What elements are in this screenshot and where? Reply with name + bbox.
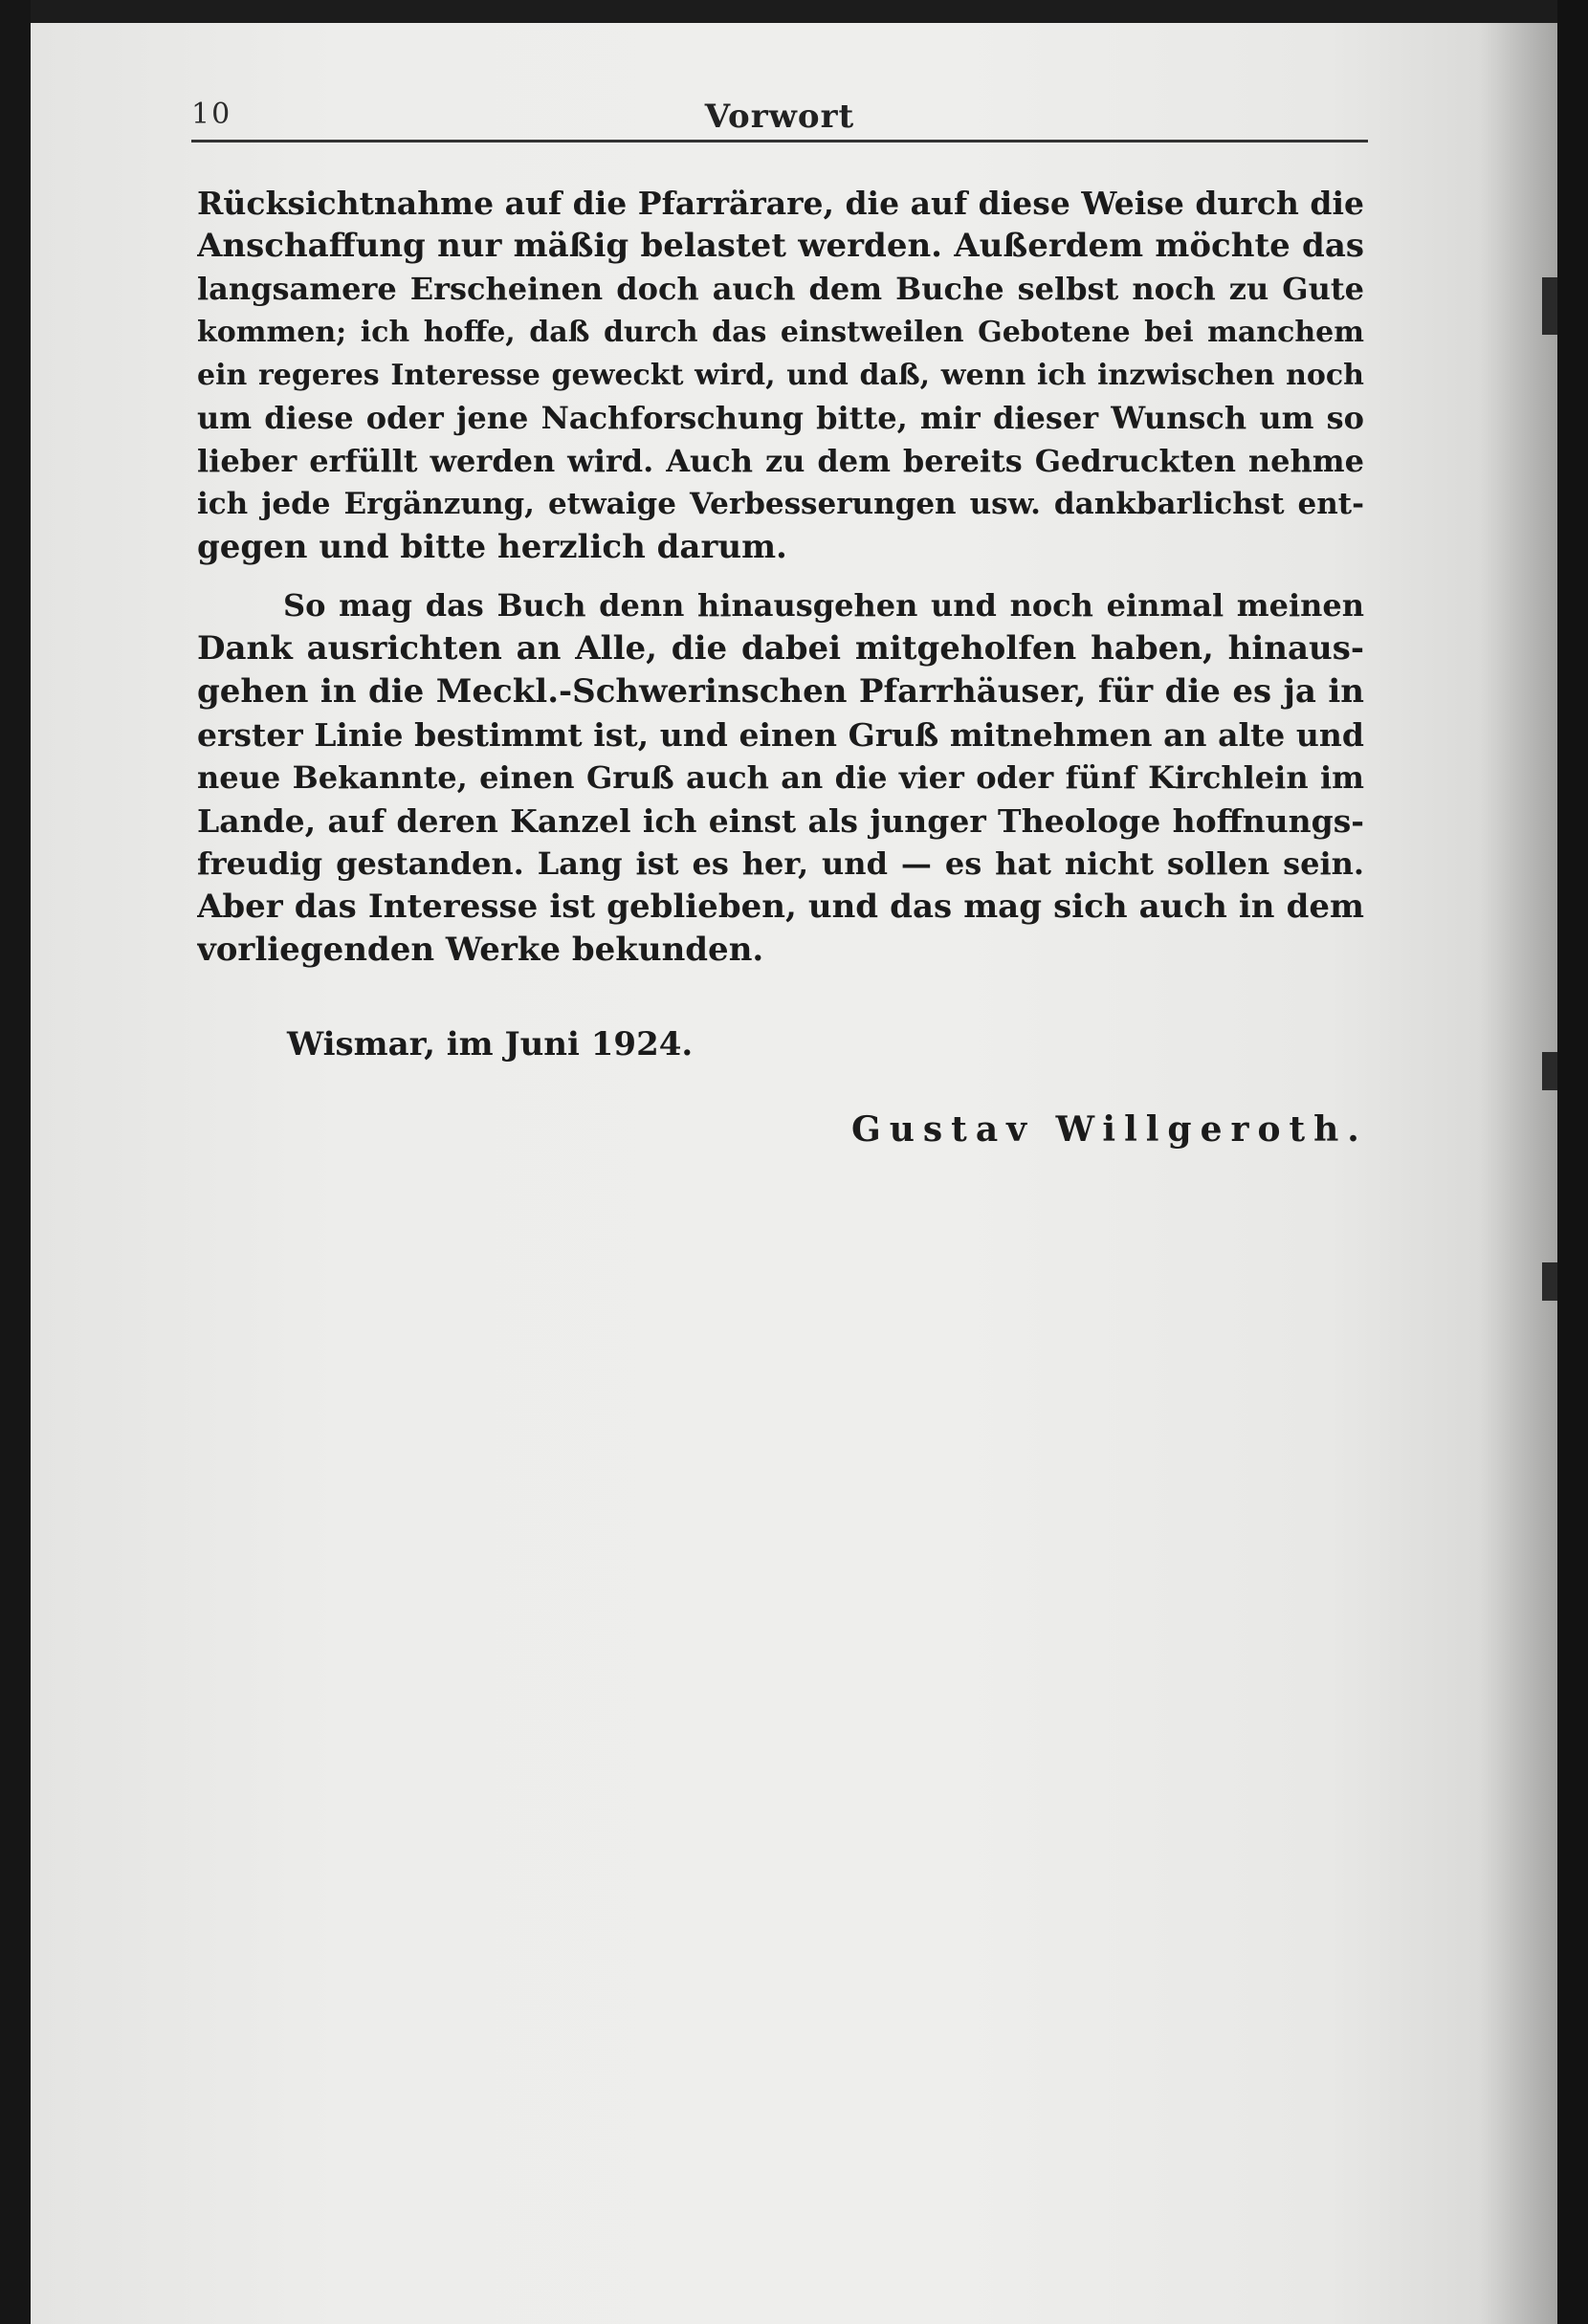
text-line: Anschaffung nur mäßig belastet werden. Außerdem möchte das bbox=[197, 227, 1364, 265]
page-header bbox=[191, 98, 1368, 136]
place-date: Wismar, im Juni 1924. bbox=[287, 1025, 694, 1063]
text-line: langsamere Erscheinen doch auch dem Buche selbst noch zu Gute bbox=[197, 271, 1364, 307]
text-line: freudig gestanden. Lang ist es her, und — es hat nicht sollen sein. bbox=[197, 845, 1364, 882]
text-line: gehen in die Meckl.-Schwerinschen Pfarrhäuser, für die es ja in bbox=[197, 672, 1364, 711]
text-line: vorliegenden Werke bekunden. bbox=[197, 931, 764, 969]
text-line: lieber erfüllt werden wird. Auch zu dem bereits Gedruckten nehme bbox=[197, 443, 1364, 479]
binding-mark bbox=[1542, 277, 1557, 335]
text-line: kommen; ich hoffe, daß durch das einstweilen Gebotene bei manchem bbox=[197, 316, 1364, 349]
text-line: Dank ausrichten an Alle, die dabei mitgeholfen haben, hinaus- bbox=[197, 629, 1364, 668]
text-line: Lande, auf deren Kanzel ich einst als junger Theologe hoffnungs- bbox=[197, 802, 1364, 840]
text-line: Rücksichtnahme auf die Pfarrärare, die auf diese Weise durch die bbox=[197, 185, 1364, 222]
running-title: Vorwort bbox=[704, 98, 855, 136]
page-number: 10 bbox=[191, 98, 232, 131]
author-signature: Gustav Willgeroth. bbox=[851, 1109, 1368, 1150]
text-line: erster Linie bestimmt ist, und einen Gruß mitnehmen an alte und bbox=[197, 716, 1364, 754]
scan-border-right bbox=[1557, 0, 1588, 2324]
paragraph bbox=[197, 182, 1364, 569]
page-fold-shadow bbox=[1479, 23, 1557, 2324]
text-line: neue Bekannte, einen Gruß auch an die vier oder fünf Kirchlein im bbox=[197, 759, 1364, 796]
text-line: Aber das Interesse ist geblieben, und das mag sich auch in dem bbox=[197, 888, 1364, 926]
body-text bbox=[197, 182, 1364, 972]
text-line: ein regeres Interesse geweckt wird, und daß, wenn ich inzwischen noch bbox=[197, 359, 1364, 392]
binding-mark bbox=[1542, 1262, 1557, 1301]
binding-mark bbox=[1542, 1052, 1557, 1090]
paragraph bbox=[197, 584, 1364, 972]
header-rule bbox=[191, 140, 1368, 143]
scan-border-left bbox=[0, 0, 31, 2324]
text-line: um diese oder jene Nachforschung bitte, mir dieser Wunsch um so bbox=[197, 400, 1364, 436]
text-line: So mag das Buch denn hinausgehen und noch einmal meinen bbox=[283, 587, 1364, 624]
text-line: ich jede Ergänzung, etwaige Verbesserungen usw. dankbarlichst ent- bbox=[197, 487, 1364, 521]
text-line: gegen und bitte herzlich darum. bbox=[197, 528, 787, 566]
